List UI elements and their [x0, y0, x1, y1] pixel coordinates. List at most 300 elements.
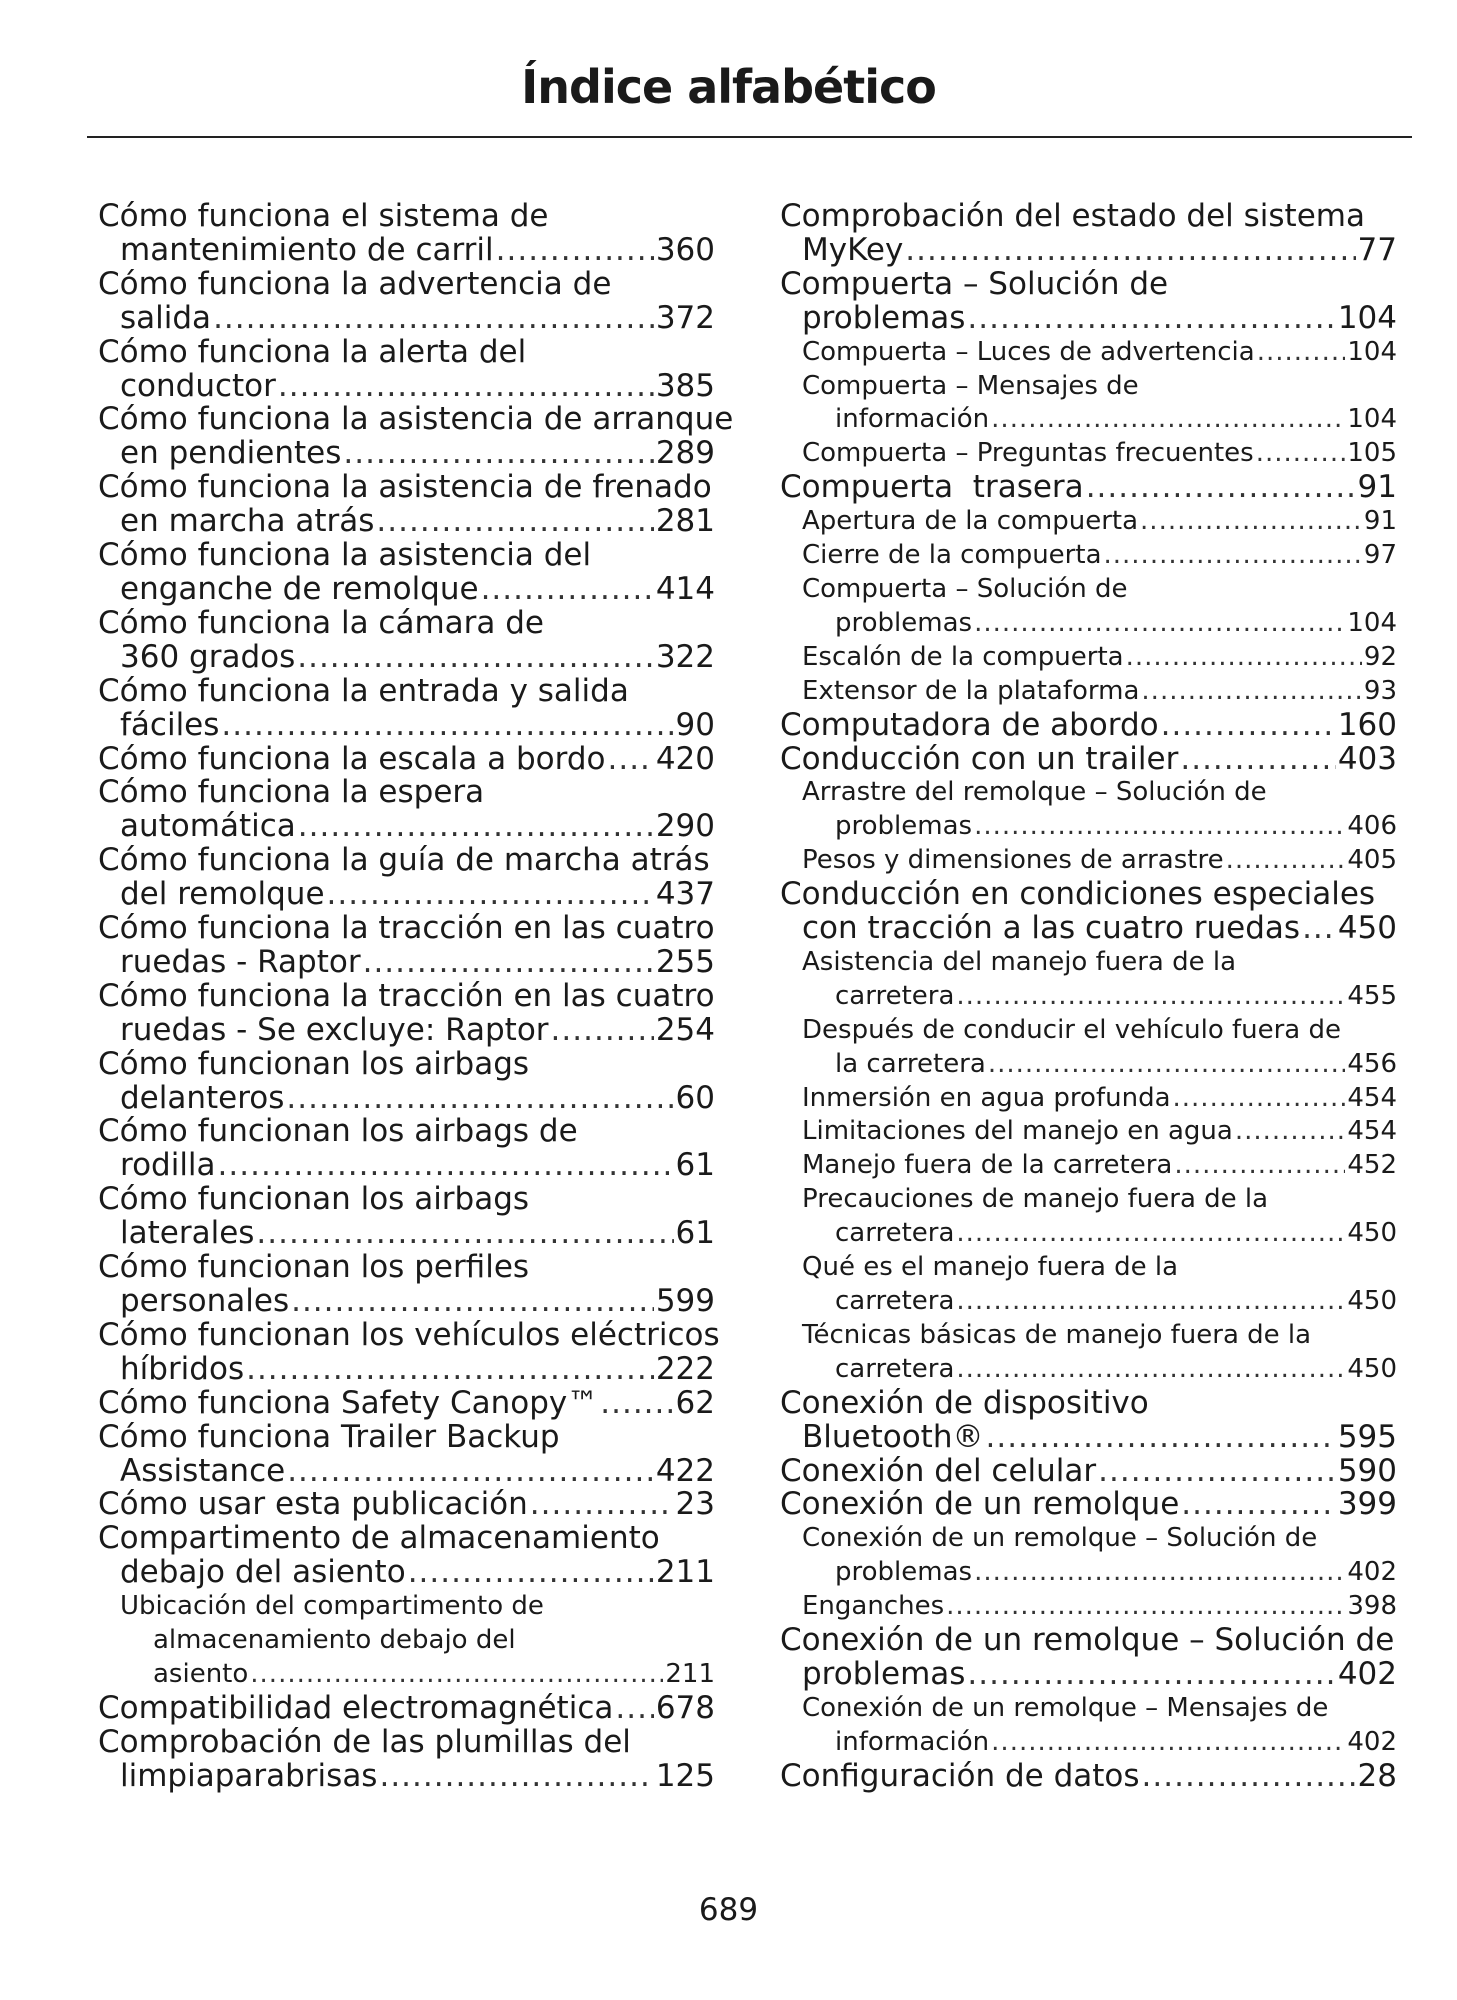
index-entry: [780, 1452, 1397, 1489]
index-page-ref: 455: [1347, 980, 1397, 1011]
index-entry-text: Cómo funcionan los airbags de: [98, 1113, 578, 1150]
index-subentry: [780, 1183, 1397, 1251]
index-entry-text: carretera: [835, 1353, 955, 1384]
dot-leader: [1181, 1488, 1336, 1522]
index-entry-line: [780, 1624, 1397, 1658]
index-entry-text: Qué es el manejo fuera de la: [802, 1252, 1179, 1283]
index-entry-line: [780, 878, 1397, 912]
index-page-ref: 62: [675, 1384, 715, 1421]
index-entry-line: [98, 1251, 715, 1285]
index-entry: [780, 878, 1397, 946]
index-entry-line: [98, 604, 715, 641]
index-subentry: [780, 336, 1397, 370]
index-entry-line: [780, 1655, 1397, 1692]
page-title: Índice alfabético: [521, 60, 936, 114]
index-entry-text: Cómo funciona la tracción en las cuatro: [98, 977, 715, 1014]
dot-leader: [1140, 505, 1362, 539]
index-page-ref: 452: [1347, 1150, 1397, 1181]
index-entry: [98, 1251, 715, 1319]
index-entry-line: [98, 1384, 715, 1421]
index-entry: [98, 471, 715, 539]
dot-leader: [1256, 437, 1346, 471]
index-page-ref: 91: [1363, 506, 1397, 537]
index-entry-text: información: [835, 1726, 990, 1757]
index-entry: [98, 912, 715, 980]
index-entry-line: [98, 471, 715, 505]
index-entry-line: [780, 675, 1397, 709]
dot-leader: [905, 234, 1355, 268]
index-page-ref: 402: [1347, 1557, 1397, 1588]
index-entry-text: Conexión del celular: [780, 1452, 1097, 1489]
index-entry-text: Bluetooth®: [802, 1418, 984, 1455]
index-page-ref: 28: [1357, 1757, 1397, 1794]
index-page-ref: 104: [1347, 336, 1397, 367]
index-entry-text: asiento: [153, 1658, 249, 1689]
index-page-ref: 450: [1347, 1218, 1397, 1249]
index-entry-text: Precauciones de manejo fuera de la: [802, 1184, 1269, 1215]
index-entry: [98, 604, 715, 675]
index-subentry: [780, 776, 1397, 844]
index-page-ref: 160: [1337, 706, 1397, 743]
index-page-ref: 398: [1347, 1591, 1397, 1622]
index-page-ref: 105: [1347, 438, 1397, 469]
index-entry: [98, 1045, 715, 1116]
index-page-ref: 678: [655, 1689, 715, 1726]
index-entry-line: [780, 1149, 1397, 1183]
index-subentry: [780, 505, 1397, 539]
index-entry: [98, 672, 715, 743]
index-entry-text: Cómo funciona la cámara de: [98, 604, 545, 641]
index-page-ref: 211: [655, 1554, 715, 1591]
index-entry-text: Cómo funciona la advertencia de: [98, 265, 612, 302]
index-entry-text: carretera: [835, 1218, 955, 1249]
index-entry: [780, 706, 1397, 743]
index-page-ref: 254: [655, 1011, 715, 1048]
index-subentry: [780, 1149, 1397, 1183]
index-subentry: [780, 437, 1397, 471]
index-entry-line: [780, 641, 1397, 675]
index-entry: [780, 471, 1397, 505]
index-entry-line: [98, 333, 715, 370]
dot-leader: [250, 1658, 663, 1692]
index-page-ref: 385: [655, 367, 715, 404]
index-entry-line: [780, 980, 1397, 1014]
index-subentry: [780, 1522, 1397, 1590]
page-number: 689: [698, 1892, 759, 1928]
index-entry-text: Enganches: [802, 1591, 945, 1622]
index-entry-text: Conexión de dispositivo: [780, 1384, 1149, 1421]
index-entry-line: [98, 1658, 715, 1692]
dot-leader: [246, 1353, 654, 1387]
index-entry-text: Cómo funcionan los vehículos eléctricos: [98, 1316, 720, 1353]
index-entry-line: [98, 265, 715, 302]
index-entry-line: [780, 607, 1397, 641]
index-entry-text: Cómo funciona la tracción en las cuatro: [98, 910, 715, 947]
index-entry: [98, 200, 715, 268]
index-subentry: [780, 1692, 1397, 1760]
index-page-ref: 125: [655, 1757, 715, 1794]
dot-leader: [608, 743, 654, 777]
index-page-ref: 211: [665, 1658, 715, 1689]
index-entry-text: ruedas - Se excluye: Raptor: [120, 1011, 549, 1048]
dot-leader: [1086, 471, 1356, 505]
index-page-ref: 595: [1337, 1418, 1397, 1455]
index-entry: [98, 740, 715, 777]
dot-leader: [286, 1082, 673, 1116]
index-entry-text: Cómo funcionan los airbags: [98, 1045, 530, 1082]
index-entry-line: [98, 505, 715, 539]
dot-leader: [1180, 743, 1335, 777]
index-page-ref: 405: [1347, 845, 1397, 876]
index-entry-text: Conexión de un remolque – Solución de: [780, 1622, 1395, 1659]
index-page-ref: 92: [1363, 641, 1397, 672]
index-entry-line: [780, 1418, 1397, 1455]
index-entry-line: [98, 1590, 715, 1624]
index-entry-text: problemas: [802, 1655, 966, 1692]
index-entry-line: [98, 1183, 715, 1217]
index-page-ref: 322: [655, 638, 715, 675]
index-subentry: [780, 573, 1397, 641]
index-entry-line: [780, 299, 1397, 336]
index-entry-line: [98, 570, 715, 607]
index-entry-text: conductor: [120, 367, 276, 404]
index-entry-line: [98, 401, 734, 438]
index-entry-line: [780, 1384, 1397, 1421]
index-entry-text: Cómo funciona la espera: [98, 774, 485, 811]
index-entry-line: [780, 1251, 1397, 1285]
index-entry: [98, 1384, 715, 1421]
index-entry-line: [98, 810, 715, 844]
index-page-ref: 222: [655, 1350, 715, 1387]
index-entry-text: Manejo fuera de la carretera: [802, 1150, 1173, 1181]
dot-leader: [221, 709, 673, 743]
index-entry-text: Cómo funciona el sistema de: [98, 198, 549, 234]
index-entry-line: [98, 878, 715, 912]
index-entry-text: Cómo usar esta publicación: [98, 1486, 528, 1523]
index-entry-line: [98, 1757, 715, 1794]
index-entry: [98, 1115, 715, 1183]
index-page-ref: 23: [675, 1486, 715, 1523]
dot-leader: [1161, 709, 1336, 743]
index-entry-text: Comprobación del estado del sistema: [780, 198, 1365, 234]
index-entry-text: limpiaparabrisas: [120, 1757, 378, 1794]
index-entry-line: [98, 1418, 715, 1455]
dot-leader: [256, 1217, 673, 1251]
index-entry-text: híbridos: [120, 1350, 245, 1387]
dot-leader: [297, 641, 654, 675]
index-entry-text: Extensor de la plataforma: [802, 675, 1140, 706]
index-entry-text: Conexión de un remolque – Mensajes de: [802, 1692, 1329, 1723]
dot-leader: [213, 302, 654, 336]
index-entry-text: laterales: [120, 1215, 255, 1252]
index-entry-line: [98, 943, 715, 980]
index-entry-text: carretera: [835, 980, 955, 1011]
index-page-ref: 454: [1347, 1082, 1397, 1113]
index-entry-line: [98, 672, 715, 709]
index-page-ref: 289: [655, 435, 715, 472]
index-entry-text: ruedas - Raptor: [120, 943, 361, 980]
index-entry-line: [98, 1115, 715, 1149]
index-subentry: [780, 675, 1397, 709]
index-entry-line: [780, 1757, 1397, 1794]
index-entry-line: [780, 539, 1397, 573]
index-entry-line: [780, 1353, 1397, 1387]
dot-leader: [1098, 1455, 1336, 1489]
index-entry-line: [780, 1556, 1397, 1590]
index-entry-text: Compatibilidad electromagnética: [98, 1689, 614, 1726]
index-entry-text: fáciles: [120, 706, 220, 743]
index-page-ref: 437: [655, 876, 715, 913]
index-entry-text: Limitaciones del manejo en agua: [802, 1116, 1233, 1147]
index-page-ref: 403: [1337, 740, 1397, 777]
index-entry-text: Computadora de abordo: [780, 706, 1159, 743]
index-entry-text: Después de conducir el vehículo fuera de: [802, 1014, 1342, 1045]
dot-leader: [376, 505, 653, 539]
dot-leader: [218, 1149, 674, 1183]
index-entry-text: Comprobación de las plumillas del: [98, 1723, 631, 1760]
index-entry-text: Cómo funciona la escala a bordo: [98, 740, 606, 777]
index-entry-text: Compuerta trasera: [780, 469, 1084, 506]
index-entry-line: [98, 776, 715, 810]
index-entry-text: problemas: [835, 811, 973, 842]
index-entry-line: [780, 1285, 1397, 1319]
index-page-ref: 93: [1363, 675, 1397, 706]
index-entry-line: [780, 706, 1397, 743]
dot-leader: [956, 980, 1345, 1014]
index-entry-text: Configuración de datos: [780, 1757, 1140, 1794]
index-entry-line: [98, 1488, 715, 1522]
index-entry-line: [98, 539, 715, 573]
index-page-ref: 372: [655, 299, 715, 336]
dot-leader: [287, 1455, 654, 1489]
index-subentry: [780, 1590, 1397, 1624]
dot-leader: [1104, 539, 1362, 573]
index-page-ref: 402: [1347, 1726, 1397, 1757]
index-entry-text: Ubicación del compartimento de: [120, 1591, 544, 1622]
index-page-ref: 60: [675, 1079, 715, 1116]
dot-leader: [946, 1590, 1345, 1624]
index-entry: [98, 401, 734, 472]
index-subentry: [98, 1590, 715, 1692]
index-entry-line: [780, 1048, 1397, 1082]
index-entry-text: Cómo funciona la asistencia de frenado: [98, 469, 712, 506]
index-entry-text: Apertura de la compuerta: [802, 506, 1139, 537]
index-entry: [98, 1418, 715, 1489]
index-page-ref: 91: [1357, 469, 1397, 506]
index-page-ref: 281: [655, 503, 715, 540]
index-entry: [780, 1624, 1397, 1692]
index-entry-text: carretera: [835, 1286, 955, 1316]
dot-leader: [481, 573, 654, 607]
index-page-ref: 450: [1347, 1353, 1397, 1384]
index-entry-line: [780, 1488, 1397, 1522]
index-entry-text: Inmersión en agua profunda: [802, 1082, 1171, 1113]
index-entry-line: [98, 1350, 715, 1387]
index-entry-line: [98, 1624, 715, 1658]
dot-leader: [956, 1217, 1345, 1251]
index-entry-line: [98, 231, 715, 268]
index-entry-text: Conexión de un remolque – Solución de: [802, 1523, 1318, 1554]
index-entry: [780, 1757, 1397, 1794]
index-entry-text: problemas: [802, 299, 966, 336]
index-entry-text: en pendientes: [120, 435, 342, 472]
index-entry-line: [98, 1522, 715, 1556]
index-entry-text: Cómo funciona Trailer Backup: [98, 1418, 560, 1455]
index-page-ref: 402: [1337, 1655, 1397, 1692]
index-entry-line: [98, 1556, 715, 1590]
index-entry-text: Cómo funciona la asistencia del: [98, 537, 592, 574]
index-entry: [98, 1488, 715, 1522]
dot-leader: [363, 946, 654, 980]
dot-leader: [327, 878, 654, 912]
dot-leader: [1302, 912, 1336, 946]
index-entry-text: Escalón de la compuerta: [802, 641, 1124, 672]
index-entry-text: personales: [120, 1283, 290, 1319]
dot-leader: [1173, 1082, 1346, 1116]
index-entry-text: Arrastre del remolque – Solución de: [802, 777, 1267, 808]
dot-leader: [956, 1353, 1345, 1387]
index-entry-text: Cómo funciona la asistencia de arranque: [98, 401, 734, 438]
index-page-ref: 104: [1337, 299, 1397, 336]
index-entry-line: [780, 336, 1397, 370]
index-entry-text: Pesos y dimensiones de arrastre: [802, 845, 1224, 876]
index-subentry: [780, 844, 1397, 878]
dot-leader: [991, 1726, 1345, 1760]
dot-leader: [1226, 844, 1346, 878]
index-entry-text: Conducción con un trailer: [780, 740, 1179, 777]
index-entry: [98, 844, 715, 912]
dot-leader: [986, 1421, 1336, 1455]
index-entry: [780, 740, 1397, 777]
index-page-ref: 399: [1337, 1486, 1397, 1523]
index-page-ref: 450: [1337, 910, 1397, 947]
index-subentry: [780, 1251, 1397, 1319]
dot-leader: [1126, 641, 1362, 675]
index-subentry: [780, 1115, 1397, 1149]
index-entry-text: salida: [120, 299, 212, 336]
dot-leader: [291, 1285, 654, 1319]
dot-leader: [974, 607, 1345, 641]
index-entry-text: enganche de remolque: [120, 570, 479, 607]
index-entry-text: la carretera: [835, 1048, 986, 1079]
index-entry-line: [780, 1115, 1397, 1149]
index-entry-line: [780, 1726, 1397, 1760]
index-entry-line: [780, 437, 1397, 471]
index-entry: [98, 1689, 715, 1726]
index-page-ref: 360: [655, 231, 715, 268]
index-entry-text: delanteros: [120, 1079, 285, 1116]
dot-leader: [343, 437, 653, 471]
index-entry-text: del remolque: [120, 876, 325, 913]
index-entry-line: [780, 1183, 1397, 1217]
dot-leader: [1235, 1115, 1346, 1149]
index-entry-text: Técnicas básicas de manejo fuera de la: [802, 1319, 1312, 1350]
index-entry-line: [780, 844, 1397, 878]
index-entry-line: [98, 437, 715, 471]
dot-leader: [1257, 336, 1346, 370]
index-column-right: [780, 200, 1397, 1794]
index-entry-line: [98, 1689, 715, 1726]
dot-leader: [967, 302, 1335, 336]
index-page-ref: 454: [1347, 1116, 1397, 1147]
index-entry-line: [98, 1452, 715, 1489]
index-entry-line: [98, 912, 715, 946]
index-entry-text: rodilla: [120, 1147, 216, 1184]
dot-leader: [379, 1760, 653, 1794]
dot-leader: [278, 370, 654, 404]
index-entry-text: Cómo funciona la guía de marcha atrás: [98, 842, 710, 879]
dot-leader: [615, 1692, 653, 1726]
index-entry-text: en marcha atrás: [120, 503, 375, 540]
index-entry-line: [780, 776, 1397, 810]
title-divider: [87, 136, 1412, 138]
index-entry-text: almacenamiento debajo del: [153, 1625, 516, 1656]
dot-leader: [600, 1387, 673, 1421]
index-subentry: [780, 641, 1397, 675]
index-entry-line: [98, 1149, 715, 1183]
index-entry: [98, 1723, 715, 1794]
index-page-ref: 290: [655, 808, 715, 845]
index-entry-text: problemas: [835, 1557, 973, 1588]
index-page-ref: 406: [1347, 811, 1397, 842]
index-subentry: [780, 1014, 1397, 1082]
index-entry-line: [780, 471, 1397, 505]
index-entry: [98, 1183, 715, 1251]
index-subentry: [780, 539, 1397, 573]
index-entry-line: [780, 403, 1397, 437]
index-entry-line: [98, 1316, 720, 1353]
index-page-ref: 61: [675, 1215, 715, 1252]
index-entry-line: [780, 740, 1397, 777]
index-entry-text: Compuerta – Mensajes de: [802, 370, 1139, 401]
index-entry-text: Cómo funciona la alerta del: [98, 333, 527, 370]
index-entry-text: Compartimento de almacenamiento: [98, 1520, 660, 1557]
dot-leader: [956, 1285, 1345, 1319]
index-entry-line: [780, 265, 1397, 302]
index-entry: [780, 1488, 1397, 1522]
index-entry-text: información: [835, 404, 990, 435]
index-entry-line: [98, 1011, 715, 1048]
index-entry: [780, 1384, 1397, 1455]
index-entry-text: Asistencia del manejo fuera de la: [802, 946, 1237, 977]
index-entry-line: [98, 200, 715, 234]
index-entry-text: Compuerta – Luces de advertencia: [802, 336, 1255, 367]
index-entry-line: [780, 1014, 1397, 1048]
index-page-ref: 77: [1357, 231, 1397, 268]
index-entry: [98, 776, 715, 844]
index-entry-line: [780, 1452, 1397, 1489]
index-column-left: [98, 198, 734, 1794]
index-entry-line: [98, 1217, 715, 1251]
index-entry-line: [98, 299, 715, 336]
index-page-ref: 97: [1363, 540, 1397, 571]
index-entry-line: [780, 1522, 1397, 1556]
index-entry-line: [780, 505, 1397, 539]
index-entry-text: Cómo funcionan los perfiles: [98, 1249, 530, 1286]
index-entry-line: [98, 1723, 715, 1760]
index-entry: [780, 200, 1397, 268]
index-entry-text: Assistance: [120, 1452, 286, 1489]
dot-leader: [1142, 1760, 1356, 1794]
index-subentry: [780, 370, 1397, 438]
index-entry-text: debajo del asiento: [120, 1554, 406, 1591]
index-page-ref: 420: [655, 740, 715, 777]
index-page-ref: 104: [1347, 607, 1397, 638]
dot-leader: [1141, 675, 1361, 709]
index-entry-line: [780, 231, 1397, 268]
index-subentry: [780, 946, 1397, 1014]
index-entry-line: [98, 844, 715, 878]
